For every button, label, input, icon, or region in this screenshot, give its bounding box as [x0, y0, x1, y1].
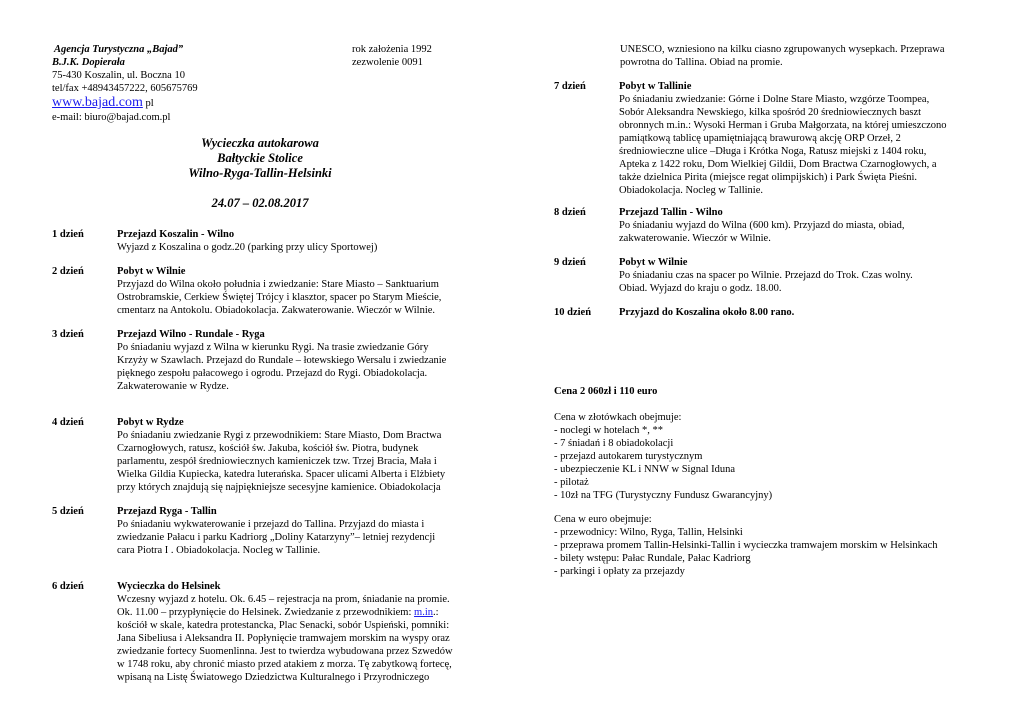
includes-item: - przejazd autokarem turystycznym [554, 451, 703, 462]
day-text-line: zwiedzanie Pałacu i parku Kadriorg „Doliny Katarzyny”– letniej rezydencji [117, 532, 436, 543]
trip-title-line1: Wycieczka autokarowa [201, 136, 319, 150]
includes-heading: Cena w euro obejmuje: [554, 514, 652, 525]
includes-item: - pilotaż [554, 477, 589, 488]
website-line [52, 95, 332, 111]
day-text-fragment: .: [433, 607, 439, 618]
day-text-line: Sobór Aleksandra Newskiego, kilka spośród 20 średniowiecznych baszt [619, 107, 922, 118]
day-label: 8 dzień [554, 207, 586, 218]
day-title: Wycieczka do Helsinek [117, 581, 221, 592]
day-text-line: Krzyży w Szawlach. Przejazd do Rundale – łotewskiego Wersalu i zwiedzanie [117, 355, 447, 366]
day-text-line: Po śniadaniu wykwaterowanie i przejazd do Tallina. Przyjazd do miasta i [117, 519, 425, 530]
day-text-line: Czarnogłowych, ratusz, kościół św. Jakuba, kościół św. Piotra, budynek [117, 443, 419, 454]
day-text-line: cara Piotra I . Obiadokolacja. Nocleg w Tallinie. [117, 545, 321, 556]
day-label: 4 dzień [52, 417, 84, 428]
day-text-line: cmentarz na Antokolu. Obiadokolacja. Zakwaterowanie. Wieczór w Wilnie. [117, 305, 436, 316]
day-text-line: Wczesny wyjazd z hotelu. Ok. 6.45 – rejestracja na prom, śniadanie na promie. [117, 594, 450, 605]
includes-item: - przeprawa promem Tallin-Helsinki-Tallin i wycieczka tramwajem morskim w Helsinkach [554, 540, 938, 551]
day-label: 3 dzień [52, 329, 84, 340]
day-title: Przejazd Ryga - Tallin [117, 506, 217, 517]
day-label: 9 dzień [554, 257, 586, 268]
day-title: Przyjazd do Koszalina około 8.00 rano. [619, 307, 795, 318]
price-includes-pln [554, 411, 994, 502]
day-label: 7 dzień [554, 81, 586, 92]
day-text-line: wpisaną na Listę Światowego Dziedzictwa Kulturalnego i Przyrodniczego [117, 672, 430, 683]
day-text-line: przy których znajdują się najpiękniejsze secesyjne kamienice. Obiadokolacja [117, 482, 441, 493]
day-text-line: Apteka z 1422 roku, Dom Wielkiej Gildii, Dom Bractwa Czarnogłowych, a [619, 159, 937, 170]
day-text-line: także dzielnica Pirita (miejsce regat olimpijskich) i Park Święta Pieśni. [619, 172, 917, 183]
address: 75-430 Koszalin, ul. Boczna 10 [52, 70, 185, 81]
price-includes-eur [554, 513, 994, 578]
trip-title-line3: Wilno-Ryga-Tallin-Helsinki [188, 166, 332, 180]
day-title: Pobyt w Wilnie [619, 257, 688, 268]
trip-price: Cena 2 060zł i 110 euro [554, 386, 658, 397]
agency-header [52, 43, 332, 124]
day-text-line: Obiad. Wyjazd do kraju o godz. 18.00. [619, 283, 782, 294]
day-text-line: Zakwaterowanie w Rydze. [117, 381, 229, 392]
min-link[interactable]: m.in [414, 607, 433, 618]
day-text-line: w 1748 roku, aby chronić miasto przed atakiem z morza. Tę zabytkową fortecę, [117, 659, 452, 670]
email: e-mail: biuro@bajad.com.pl [52, 112, 171, 123]
includes-item: - ubezpieczenie KL i NNW w Signal Iduna [554, 464, 736, 475]
day-title: Przejazd Wilno - Rundale - Ryga [117, 329, 265, 340]
website-suffix: pl [142, 98, 154, 109]
agency-name: Agencja Turystyczna „Bajad” [54, 44, 184, 55]
day-text-line: pięknego zespołu pałacowego i ogrodu. Przejazd do Rygi. Obiadokolacja. [117, 368, 428, 379]
day-text-line: Po śniadaniu zwiedzanie: Górne i Dolne Stare Miasto, wzgórze Toompea, [619, 94, 930, 105]
includes-item: - parkingi i opłaty za przejazdy [554, 566, 685, 577]
day-text-line: Po śniadaniu zwiedzanie Rygi z przewodnikiem: Stare Miasto, Dom Bractwa [117, 430, 442, 441]
owner-name: B.J.K. Dopierała [52, 57, 125, 68]
day-text-line: powrotna do Tallina. Obiad na promie. [620, 57, 783, 68]
trip-title-block [52, 136, 468, 181]
day-text-line: Wyjazd z Koszalina o godz.20 (parking przy ulicy Sportowej) [117, 242, 378, 253]
day-text-line: obronnych m.in.: Wysoki Herman i Gruba Małgorzata, na której umieszczono [619, 120, 947, 131]
day-text-line: pamiątkową tablicę upamiętniającą brawurową akcję ORP Orzeł, 2 [619, 133, 901, 144]
trip-title-line2: Bałtyckie Stolice [217, 151, 303, 165]
day-6-continuation [620, 43, 980, 69]
day-text-line: Po śniadaniu wyjazd z Wilna w kierunku Rygi. Na trasie zwiedzanie Góry [117, 342, 429, 353]
day-label: 2 dzień [52, 266, 84, 277]
includes-item: - noclegi w hotelach *, ** [554, 425, 664, 436]
includes-item: - bilety wstępu: Pałac Rundale, Pałac Kadriorg [554, 553, 751, 564]
trip-dates: 24.07 – 02.08.2017 [211, 196, 309, 210]
website-link[interactable]: www.bajad.com [52, 95, 143, 110]
agency-license [352, 43, 502, 69]
day-text-line: parlamentu, zespół średniowiecznych kamieniczek tzw. Trzej Bracia, Mała i [117, 456, 437, 467]
day-text-line: zakwaterowanie. Wieczór w Wilnie. [619, 233, 771, 244]
day-text-line: zwiedzanie fortecy Suomenlinna. Jest to twierdza wybudowana przez Szwedów [117, 646, 453, 657]
includes-heading: Cena w złotówkach obejmuje: [554, 412, 682, 423]
day-title: Przejazd Koszalin - Wilno [117, 229, 235, 240]
permit-number: zezwolenie 0091 [352, 57, 423, 68]
day-label: 1 dzień [52, 229, 84, 240]
day-text-line: Po śniadaniu wyjazd do Wilna (600 km). Przyjazd do miasta, obiad, [619, 220, 905, 231]
includes-item: - 10zł na TFG (Turystyczny Fundusz Gwarancyjny) [554, 490, 773, 501]
day-title: Pobyt w Rydze [117, 417, 184, 428]
day-text-fragment: Ok. 11.00 – przypłynięcie do Helsinek. Zwiedzanie z przewodnikiem: [117, 607, 415, 618]
day-title: Przejazd Tallin - Wilno [619, 207, 723, 218]
day-text-line: Obiadokolacja. Nocleg w Tallinie. [619, 185, 763, 196]
includes-item: - 7 śniadań i 8 obiadokolacji [554, 438, 674, 449]
day-label: 6 dzień [52, 581, 84, 592]
day-title: Pobyt w Wilnie [117, 266, 186, 277]
day-text-line [117, 606, 453, 619]
includes-item: - przewodnicy: Wilno, Ryga, Tallin, Helsinki [554, 527, 743, 538]
founded-year: rok założenia 1992 [352, 44, 432, 55]
day-text-line: Po śniadaniu czas na spacer po Wilnie. Przejazd do Trok. Czas wolny. [619, 270, 913, 281]
day-text-line: UNESCO, wzniesiono na kilku ciasno zgrupowanych wysepkach. Przeprawa [620, 44, 945, 55]
day-text-line: Przyjazd do Wilna około południa i zwiedzanie: Stare Miasto – Sanktuarium [117, 279, 439, 290]
day-text-line: kościół w skale, katedra protestancka, Plac Senacki, sobór Uspieński, pomniki: [117, 620, 450, 631]
day-label: 10 dzień [554, 307, 592, 318]
day-label: 5 dzień [52, 506, 84, 517]
phone: tel/fax +48943457222, 605675769 [52, 83, 198, 94]
day-text-line: średniowieczne ulice –Długa i Krótka Noga, Ratusz miejski z 1404 roku, [619, 146, 927, 157]
day-text-line: Jana Sibeliusa i Aleksandra II. Popłynięcie tramwajem morskim na wyspy oraz [117, 633, 450, 644]
day-text-line: Wielka Gildia Kupiecka, katedra luterańska. Spacer ulicami Alberta i Elżbiety [117, 469, 446, 480]
day-title: Pobyt w Tallinie [619, 81, 692, 92]
day-text-line: Ostrobramskie, Cerkiew Świętej Trójcy i klasztor, spacer po Starym Mieście, [117, 292, 442, 303]
